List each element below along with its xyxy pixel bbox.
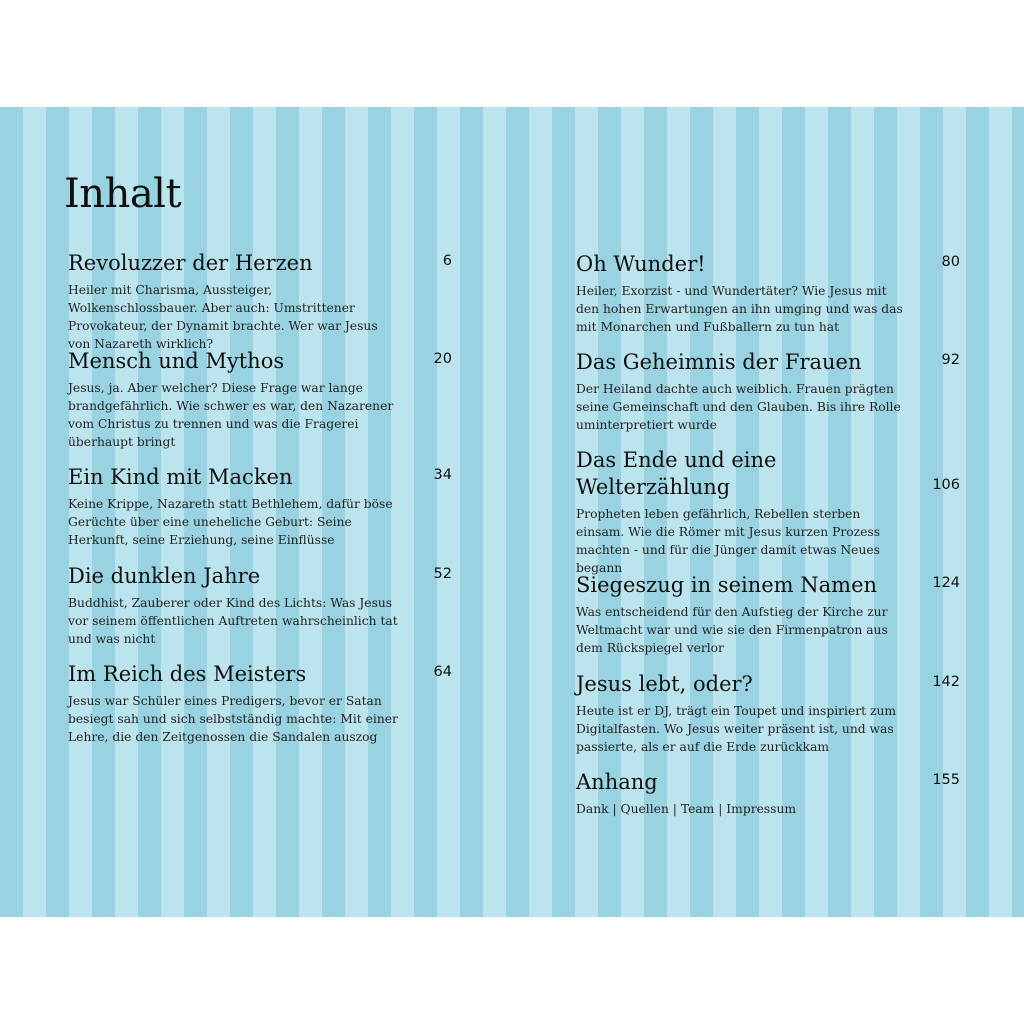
toc-entry-head [576, 769, 960, 796]
toc-entry-head [576, 251, 960, 278]
toc-entry-title: Oh Wunder! [576, 252, 706, 276]
toc-entry-head [576, 349, 960, 376]
toc-entry[interactable] [576, 251, 960, 336]
toc-entry-title: Jesus lebt, oder? [576, 672, 753, 696]
toc-entry-title: Siegeszug in seinem Namen [576, 573, 878, 597]
toc-entry[interactable] [576, 572, 960, 657]
toc-entry[interactable] [68, 661, 452, 746]
toc-entry[interactable] [68, 348, 452, 451]
toc-entry-description: Keine Krippe, Nazareth statt Bethlehem, dafür böse Gerüchte über eine uneheliche Geburt: Seine Herkunft, seine Erziehung, seine Einflüsse [68, 497, 393, 547]
toc-entry-description: Heute ist er DJ, trägt ein Toupet und inspiriert zum Digitalfasten. Wo Jesus weiter präsent ist, und was passierte, als er auf die Erde zurückkam [576, 704, 897, 754]
toc-entry-head [68, 348, 452, 375]
toc-entry-title: Im Reich des Meisters [68, 662, 307, 686]
toc-entry-page-number: 6 [442, 253, 452, 269]
toc-entry-page-number: 52 [433, 566, 452, 582]
toc-entry-head [68, 661, 452, 688]
toc-entry[interactable] [576, 447, 960, 577]
toc-entry[interactable] [576, 671, 960, 756]
toc-entry-head [68, 563, 452, 590]
toc-entry-title: Mensch und Mythos [68, 349, 285, 373]
toc-entry-title: Die dunklen Jahre [68, 564, 261, 588]
toc-entry-title: Anhang [576, 770, 658, 794]
toc-entry[interactable] [68, 563, 452, 648]
toc-entry-page-number: 106 [932, 477, 960, 493]
toc-entry-description: Was entscheidend für den Aufstieg der Kirche zur Weltmacht war und wie sie den Firmenpatron aus dem Rückspiegel verlor [576, 605, 888, 655]
toc-entry-page-number: 34 [433, 467, 452, 483]
toc-entry-description: Buddhist, Zauberer oder Kind des Lichts: Was Jesus vor seinem öffentlichen Auftreten wahrscheinlich tat und was nicht [68, 596, 398, 646]
toc-entry-head [576, 671, 960, 698]
toc-entry-page-number: 124 [932, 575, 960, 591]
toc-entry-description: Jesus, ja. Aber welcher? Diese Frage war lange brandgefährlich. Wie schwer es war, den Nazarener vom Christus zu trennen und was die Fragerei überhaupt bringt [68, 381, 394, 449]
toc-entry-description: Heiler mit Charisma, Aussteiger, Wolkenschlossbauer. Aber auch: Umstrittener Provokateur, der Dynamit brachte. Wer war Jesus von Nazareth wirklich? [68, 283, 378, 351]
toc-entry-page-number: 155 [932, 772, 960, 788]
toc-entry-description: Jesus war Schüler eines Predigers, bevor er Satan besiegt sah und sich selbstständig machte: Mit einer Lehre, die den Zeitgenossen die Sandalen auszog [68, 694, 398, 744]
toc-entry-page-number: 20 [433, 351, 452, 367]
toc-entry-head [576, 447, 960, 501]
toc-entry-title: Das Ende und eine Welterzählung [576, 448, 777, 499]
toc-entry-description: Heiler, Exorzist - und Wundertäter? Wie Jesus mit den hohen Erwartungen an ihn umging und was das mit Monarchen und Fußballern zu tun hat [576, 284, 903, 334]
toc-entry[interactable] [576, 769, 960, 818]
toc-entry-title: Das Geheimnis der Frauen [576, 350, 862, 374]
toc-entry-page-number: 142 [932, 674, 960, 690]
toc-entry[interactable] [68, 250, 452, 353]
toc-entry[interactable] [576, 349, 960, 434]
toc-entry-description: Dank | Quellen | Team | Impressum [576, 802, 797, 816]
toc-entry-description: Der Heiland dachte auch weiblich. Frauen prägten seine Gemeinschaft und den Glauben. Bis ihre Rolle uminterpretiert wurde [576, 382, 901, 432]
page-title: Inhalt [64, 171, 182, 217]
toc-entry-title: Ein Kind mit Macken [68, 465, 293, 489]
toc-entry-head [576, 572, 960, 599]
toc-entry-page-number: 64 [433, 664, 452, 680]
toc-entry-head [68, 464, 452, 491]
toc-entry-title: Revoluzzer der Herzen [68, 251, 313, 275]
toc-entry-head [68, 250, 452, 277]
toc-entry[interactable] [68, 464, 452, 549]
toc-entry-page-number: 80 [941, 254, 960, 270]
toc-entry-description: Propheten leben gefährlich, Rebellen sterben einsam. Wie die Römer mit Jesus kurzen Prozess machten - und für die Jünger damit etwas Neues begann [576, 507, 881, 575]
toc-entry-page-number: 92 [941, 352, 960, 368]
